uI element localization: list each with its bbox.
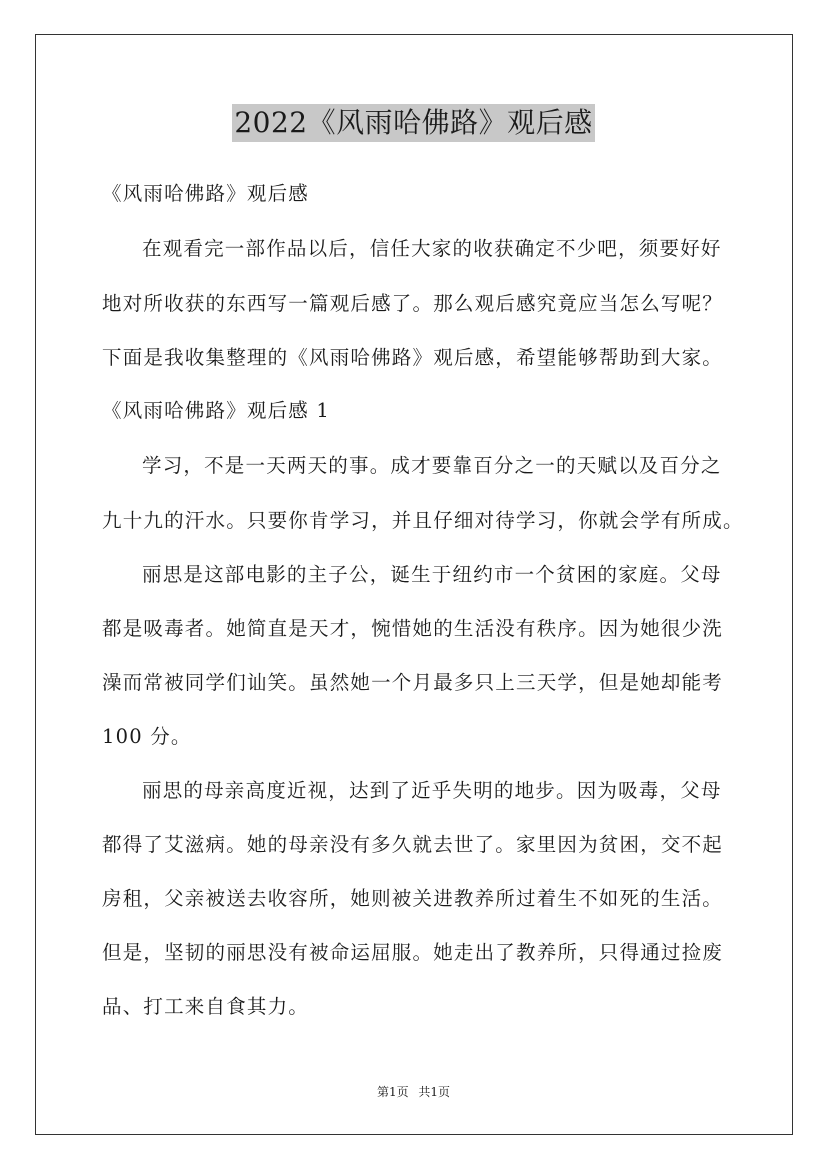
paragraph-line: 100 分。 [102,725,192,748]
paragraph-line: 九十九的汗水。只要你肯学习，并且仔细对待学习，你就会学有所成。 [102,509,744,532]
document-title: 2022《风雨哈佛路》观后感 [232,104,594,142]
paragraph-line: 房租，父亲被送去收容所，她则被关进教养所过着生不如死的生活。 [102,887,724,910]
paragraph-line: 丽思是这部电影的主子公，诞生于纽约市一个贫困的家庭。父母 [142,563,722,586]
paragraph-line: 在观看完一部作品以后，信任大家的收获确定不少吧，须要好好 [142,237,722,260]
section-heading: 《风雨哈佛路》观后感 1 [102,399,331,422]
paragraph-line: 学习，不是一天两天的事。成才要靠百分之一的天赋以及百分之 [142,454,722,477]
page-footer [0,1084,827,1100]
page-number: 第1页 [376,1085,409,1099]
paragraph-line: 都是吸毒者。她简直是天才，惋惜她的生活没有秩序。因为她很少洗 [102,617,724,640]
paragraph-line: 丽思的母亲高度近视，达到了近乎失明的地步。因为吸毒，父母 [142,779,722,802]
paragraph-line: 澡而常被同学们讪笑。虽然她一个月最多只上三天学，但是她却能考 [102,671,724,694]
paragraph-line: 地对所收获的东西写一篇观后感了。那么观后感究竟应当怎么写呢？ [102,292,724,315]
paragraph-line: 都得了艾滋病。她的母亲没有多久就去世了。家里因为贫困，交不起 [102,833,724,856]
paragraph-line: 但是，坚韧的丽思没有被命运屈服。她走出了教养所，只得通过捡废 [102,941,724,964]
title-container [0,104,827,142]
page-total: 共1页 [418,1085,451,1099]
paragraph-line: 品、打工来自食其力。 [102,995,310,1018]
paragraph-line: 下面是我收集整理的《风雨哈佛路》观后感，希望能够帮助到大家。 [102,346,724,369]
section-heading: 《风雨哈佛路》观后感 [102,182,310,205]
